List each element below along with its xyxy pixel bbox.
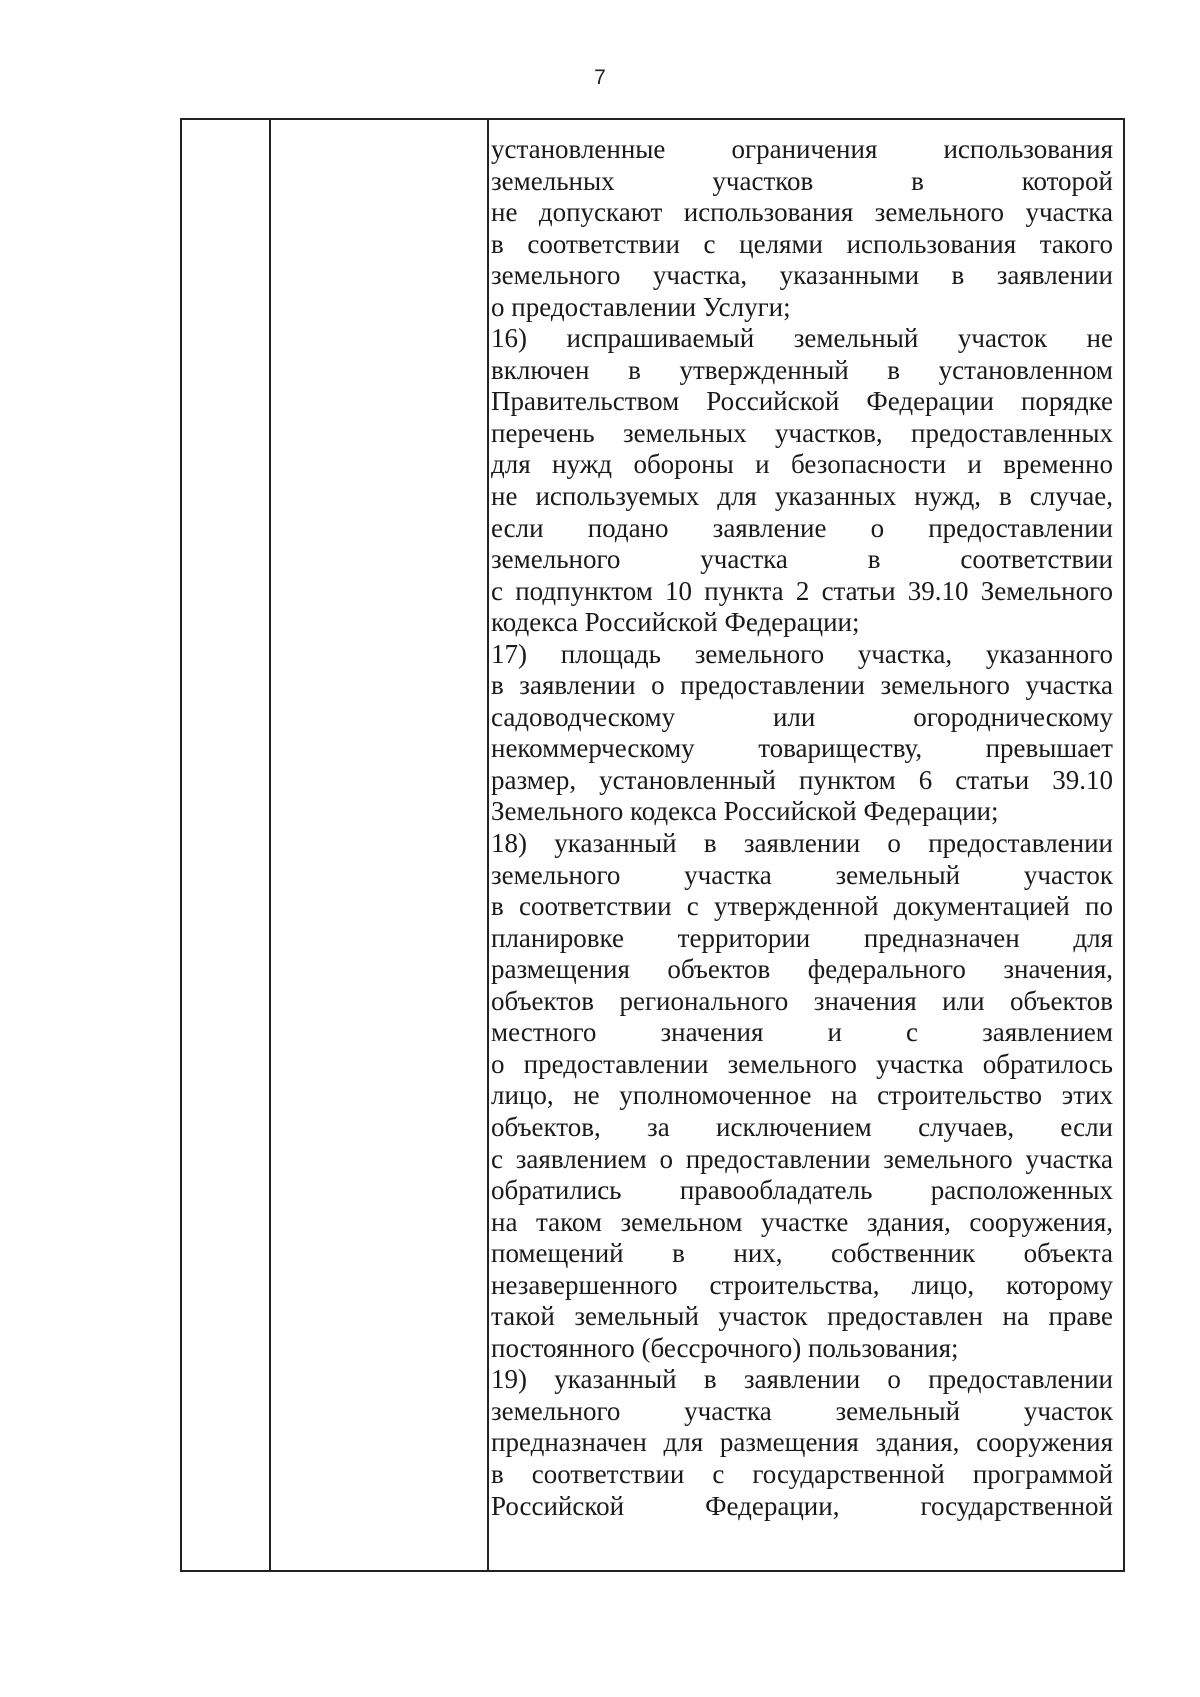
- text-line: перечень земельных участков, предоставленных: [491, 417, 1113, 448]
- text-line: объектов, за исключением случаев, если: [491, 1111, 1113, 1142]
- text-line: незавершенного строительства, лицо, которому: [491, 1269, 1113, 1300]
- text-line: Правительством Российской Федерации порядке: [491, 386, 1113, 417]
- text-line: помещений в них, собственник объекта: [491, 1238, 1113, 1269]
- text-line: садоводческому или огородническому: [491, 701, 1113, 732]
- text-line: Российской Федерации, государственной: [491, 1490, 1113, 1521]
- text-line: местного значения и с заявлением: [491, 1017, 1113, 1048]
- text-line: земельного участка, указанными в заявлении: [491, 260, 1113, 291]
- text-line: 17) площадь земельного участка, указанного: [491, 638, 1113, 669]
- table-text-cell: [491, 134, 1113, 1522]
- text-line: земельного участка земельный участок: [491, 859, 1113, 890]
- text-line: предназначен для размещения здания, сооружения: [491, 1427, 1113, 1458]
- text-line: не допускают использования земельного участка: [491, 197, 1113, 228]
- text-line: в соответствии с государственной программой: [491, 1458, 1113, 1489]
- text-line: земельных участков в которой: [491, 165, 1113, 196]
- text-line: в соответствии с целями использования такого: [491, 228, 1113, 259]
- document-table: [180, 118, 1125, 1572]
- text-line: размещения объектов федерального значения,: [491, 954, 1113, 985]
- text-line: земельного участка земельный участок: [491, 1395, 1113, 1426]
- text-line: для нужд обороны и безопасности и временно: [491, 449, 1113, 480]
- text-line: о предоставлении Услуги;: [491, 291, 791, 322]
- text-line: с подпунктом 10 пункта 2 статьи 39.10 Земельного: [491, 575, 1113, 606]
- column-divider: [269, 120, 271, 1570]
- text-line: постоянного (бессрочного) пользования;: [491, 1332, 959, 1363]
- column-divider: [487, 120, 489, 1570]
- page-number: 7: [594, 66, 606, 89]
- text-line: лицо, не уполномоченное на строительство этих: [491, 1080, 1113, 1111]
- text-line: в соответствии с утвержденной документацией по: [491, 891, 1113, 922]
- text-line: некоммерческому товариществу, превышает: [491, 733, 1113, 764]
- text-line: 16) испрашиваемый земельный участок не: [491, 323, 1113, 354]
- text-line: о предоставлении земельного участка обратилось: [491, 1048, 1113, 1079]
- text-line: кодекса Российской Федерации;: [491, 607, 860, 638]
- text-line: размер, установленный пунктом 6 статьи 39.10: [491, 764, 1113, 795]
- text-line: 18) указанный в заявлении о предоставлении: [491, 828, 1113, 859]
- text-line: такой земельный участок предоставлен на праве: [491, 1301, 1113, 1332]
- text-line: Земельного кодекса Российской Федерации;: [491, 796, 999, 827]
- text-line: если подано заявление о предоставлении: [491, 512, 1113, 543]
- text-line: на таком земельном участке здания, сооружения,: [491, 1206, 1113, 1237]
- text-line: установленные ограничения использования: [491, 134, 1113, 164]
- text-line: включен в утвержденный в установленном: [491, 354, 1113, 385]
- text-line: не используемых для указанных нужд, в случае,: [491, 481, 1113, 512]
- text-line: объектов регионального значения или объектов: [491, 985, 1113, 1016]
- text-line: в заявлении о предоставлении земельного участка: [491, 670, 1113, 701]
- text-line: с заявлением о предоставлении земельного участка: [491, 1143, 1113, 1174]
- text-line: земельного участка в соответствии: [491, 544, 1113, 575]
- text-line: 19) указанный в заявлении о предоставлении: [491, 1364, 1113, 1395]
- text-line: обратились правообладатель расположенных: [491, 1175, 1113, 1206]
- text-line: планировке территории предназначен для: [491, 922, 1113, 953]
